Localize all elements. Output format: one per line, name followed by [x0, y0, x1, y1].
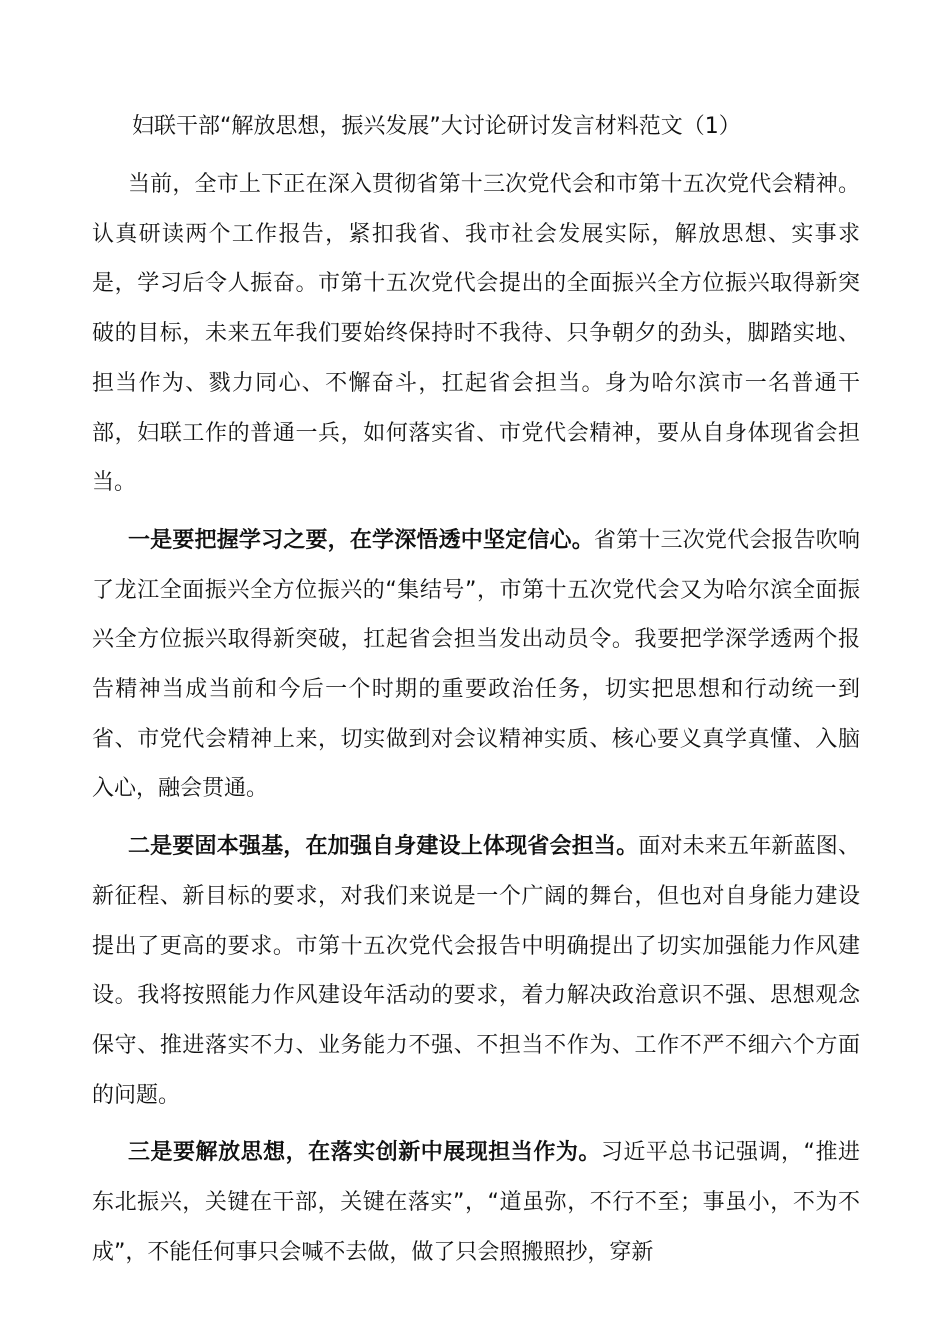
document-page [92, 108, 860, 1285]
paragraph-lead: 二是要固本强基，在加强自身建设上体现省会担当。 [128, 834, 639, 860]
paragraph-point-three [92, 1128, 860, 1277]
paragraph-point-one [92, 516, 860, 814]
paragraph-text: 省第十三次党代会报告吹响了龙江全面振兴全方位振兴的“集结号”，市第十五次党代会又为哈尔滨全面振兴全方位振兴取得新突破，扛起省会担当发出动员令。我要把学深学透两个报告精神当成当前和今后一个时期的重要政治任务，切实把思想和行动统一到省、市党代会精神上来，切实做到对会议精神实质、核心要义真学真懂、入脑入心，融会贯通。 [92, 527, 860, 802]
paragraph-text: 当前，全市上下正在深入贯彻省第十三次党代会和市第十五次党代会精神。认真研读两个工作报告，紧扣我省、我市社会发展实际，解放思想、实事求是，学习后令人振奋。市第十五次党代会提出的全面振兴全方位振兴取得新突破的目标，未来五年我们要始终保持时不我待、只争朝夕的劲头，脚踏实地、担当作为、戮力同心、不懈奋斗，扛起省会担当。身为哈尔滨市一名普通干部，妇联工作的普通一兵，如何落实省、市党代会精神，要从自身体现省会担当。 [92, 172, 860, 496]
paragraph-lead: 一是要把握学习之要，在学深悟透中坚定信心。 [128, 527, 594, 553]
paragraph-text: 面对未来五年新蓝图、新征程、新目标的要求，对我们来说是一个广阔的舞台，但也对自身能力建设提出了更高的要求。市第十五次党代会报告中明确提出了切实加强能力作风建设。我将按照能力作风建设年活动的要求，着力解决政治意识不强、思想观念保守、推进落实不力、业务能力不强、不担当不作为、工作不严不细六个方面的问题。 [92, 834, 860, 1108]
paragraph-point-two [92, 822, 860, 1120]
paragraph-text: 习近平总书记强调，“推进东北振兴，关键在干部，关键在落实”，“道虽弥，不行不至；事虽小，不为不成”，不能任何事只会喊不去做，做了只会照搬照抄，穿新 [92, 1140, 860, 1265]
paragraph-intro [92, 160, 860, 508]
document-title: 妇联干部“解放思想，振兴发展”大讨论研讨发言材料范文（1） [132, 114, 741, 139]
paragraph-lead: 三是要解放思想，在落实创新中展现担当作为。 [128, 1140, 601, 1166]
